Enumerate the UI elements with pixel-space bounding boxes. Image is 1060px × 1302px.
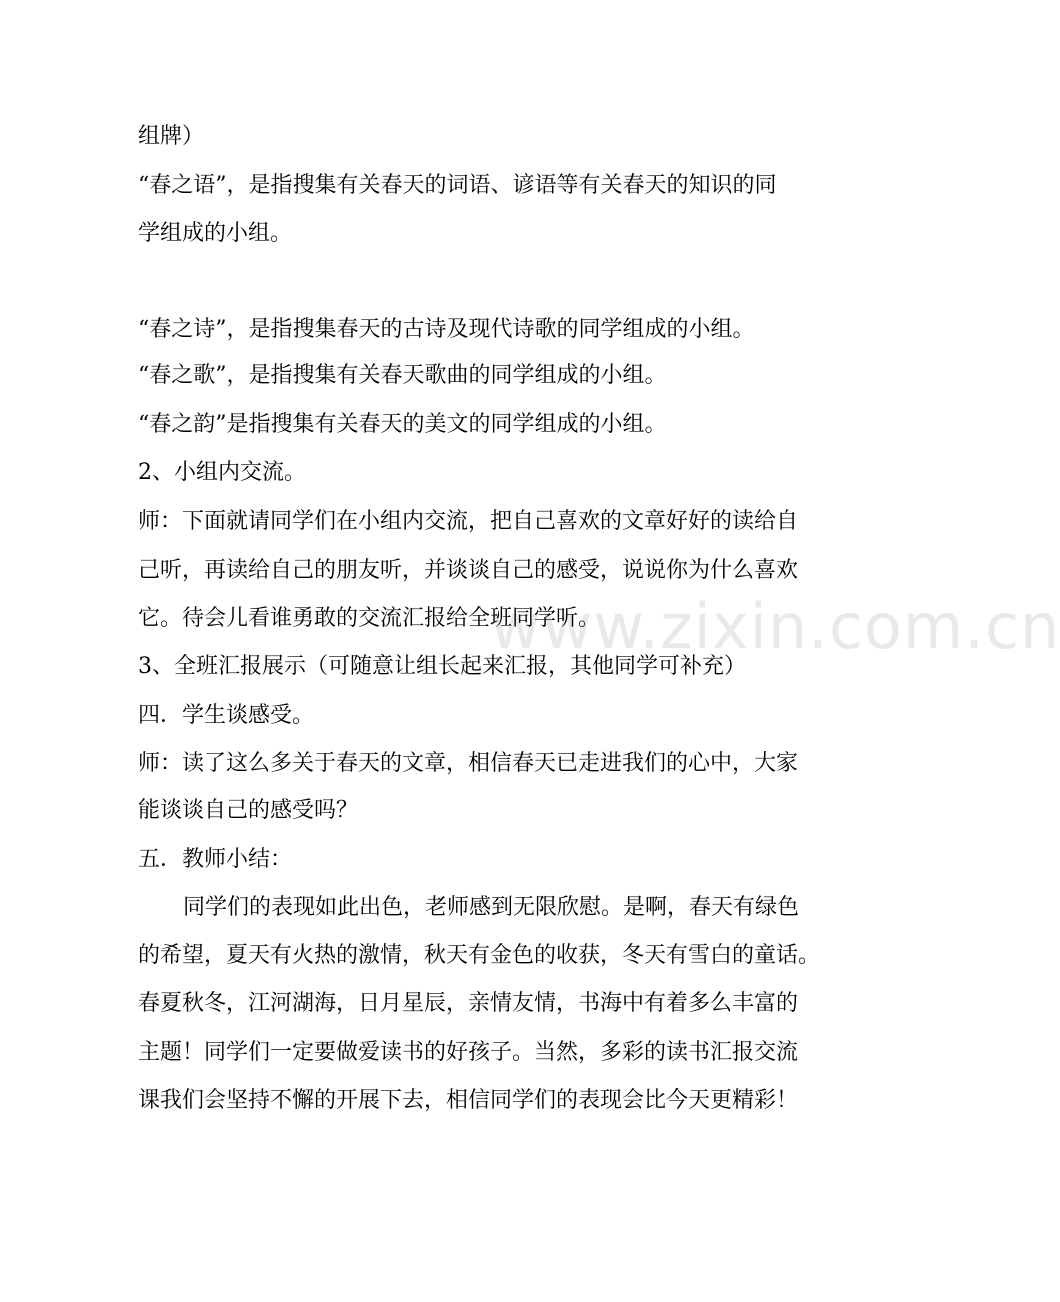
text-line: “春之歌”，是指搜集有关春天歌曲的同学组成的小组。 <box>138 363 667 388</box>
text-line: 师：下面就请同学们在小组内交流，把自己喜欢的文章好好的读给自 <box>138 509 799 534</box>
section-heading: 3、全班汇报展示（可随意让组长起来汇报，其他同学可补充） <box>138 654 746 679</box>
text-line: 主题！同学们一定要做爱读书的好孩子。当然，多彩的读书汇报交流 <box>138 1040 799 1065</box>
text-line: 组牌） <box>138 124 205 149</box>
section-heading: 2、小组内交流。 <box>138 460 306 485</box>
text-line: 师：读了这么多关于春天的文章，相信春天已走进我们的心中，大家 <box>138 751 799 776</box>
text-line: “春之韵”是指搜集有关春天的美文的同学组成的小组。 <box>138 412 667 437</box>
text-line: 的希望，夏天有火热的激情，秋天有金色的收获，冬天有雪白的童话。 <box>138 943 821 968</box>
text-line: 己听，再读给自己的朋友听，并谈谈自己的感受，说说你为什么喜欢 <box>138 558 799 583</box>
text-line: “春之语”，是指搜集有关春天的词语、谚语等有关春天的知识的同 <box>138 173 777 198</box>
text-line: 能谈谈自己的感受吗？ <box>138 798 359 823</box>
text-line: 学组成的小组。 <box>138 221 293 246</box>
text-line: 课我们会坚持不懈的开展下去，相信同学们的表现会比今天更精彩！ <box>138 1088 799 1113</box>
text-line: “春之诗”，是指搜集春天的古诗及现代诗歌的同学组成的小组。 <box>138 317 755 342</box>
text-line: 春夏秋冬，江河湖海，日月星辰，亲情友情，书海中有着多么丰富的 <box>138 991 799 1016</box>
text-line: 同学们的表现如此出色，老师感到无限欣慰。是啊，春天有绿色 <box>183 895 800 920</box>
text-line: 它。待会儿看谁勇敢的交流汇报给全班同学听。 <box>138 606 601 631</box>
section-heading: 四．学生谈感受。 <box>138 703 315 728</box>
section-heading: 五．教师小结： <box>138 847 293 872</box>
watermark: www.zixin.com.cn <box>490 590 1060 663</box>
